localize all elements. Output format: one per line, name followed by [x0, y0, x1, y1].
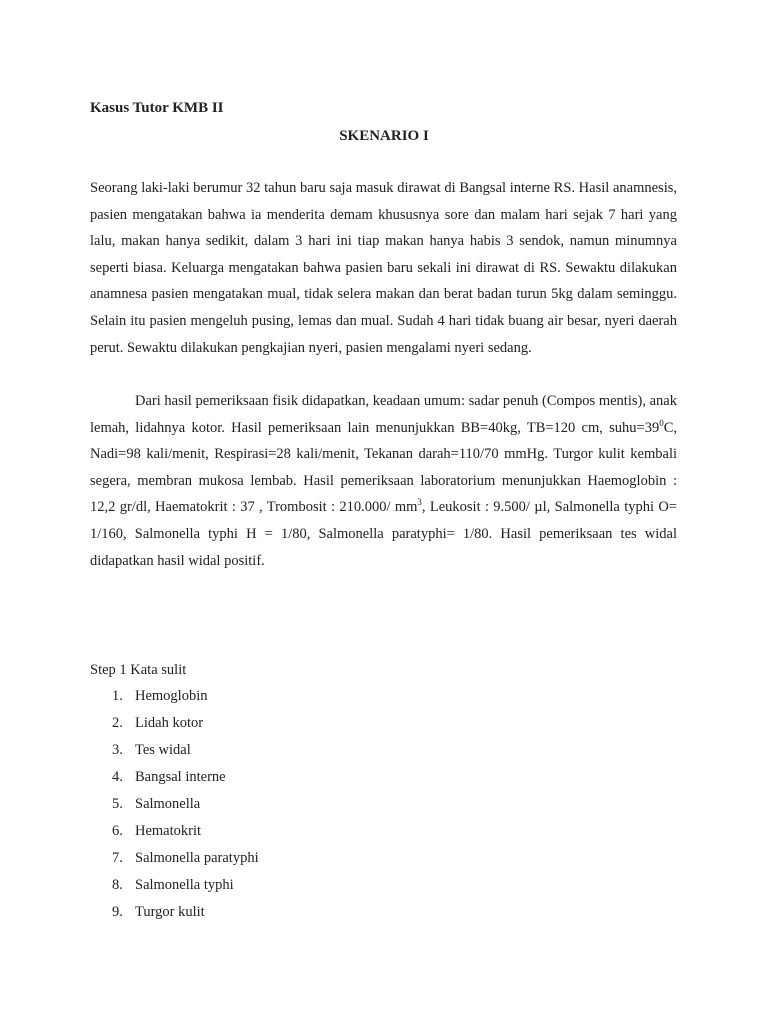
document-title: Kasus Tutor KMB II: [90, 100, 224, 116]
list-item-label: Salmonella typhi: [135, 877, 234, 893]
list-item: [90, 684, 490, 711]
list-item: [90, 873, 490, 900]
list-item-number: 3.: [112, 742, 123, 758]
list-item-label: Lidah kotor: [135, 715, 204, 731]
difficult-terms-list: [90, 684, 490, 927]
paragraph-2-text-part-2: C, Nadi=98 kali/menit, Respirasi=28 kali/menit, Tekanan darah=110/70 mmHg. Turgor kulit kembali segera, membran mukosa lembab. Hasil pemeriksaan laboratorium menunjukkan Haemoglobin : 12,2 gr/dl, Haematokrit : 37 , Trombosit : 210.000/ mm: [90, 419, 677, 516]
step-heading: Step 1 Kata sulit: [90, 662, 187, 678]
list-item-number: 8.: [112, 877, 123, 893]
scenario-heading: [0, 126, 768, 146]
list-item-number: 7.: [112, 850, 123, 866]
list-item-number: 2.: [112, 715, 123, 731]
list-item: [90, 738, 490, 765]
scenario-paragraph-1: Seorang laki-laki berumur 32 tahun baru saja masuk dirawat di Bangsal interne RS. Hasil anamnesis, pasien mengatakan bahwa ia menderita demam khususnya sore dan malam hari sejak 7 hari yang lalu, makan hanya sedikit, dalam 3 hari ini tiap makan hanya habis 3 sendok, namun minumnya seperti biasa. Keluarga mengatakan bahwa pasien baru sekali ini dirawat di RS. Sewaktu dilakukan anamnesa pasien mengatakan mual, tidak selera makan dan berat badan turun 5kg dalam seminggu. Selain itu pasien mengeluh pusing, lemas dan mual. Sudah 4 hari tidak buang air besar, nyeri daerah perut. Sewaktu dilakukan pengkajian nyeri, pasien mengalami nyeri sedang.: [90, 180, 677, 356]
cubic-superscript: 3: [417, 497, 422, 508]
list-item-label: Salmonella: [135, 796, 201, 812]
paragraph-2-text-part-3: , Leukosit : 9.500/ µl, Salmonella typhi O= 1/160, Salmonella typhi H = 1/80, Salmonella paratyphi= 1/80. Hasil pemeriksaan tes widal didapatkan hasil widal positif.: [90, 499, 677, 569]
paragraph-2-text-part-1: Dari hasil pemeriksaan fisik didapatkan, keadaan umum: sadar penuh (Compos mentis), anak lemah, lidahnya kotor. Hasil pemeriksaan lain menunjukkan BB=40kg, TB=120 cm, suhu=39: [90, 393, 677, 436]
list-item: [90, 819, 490, 846]
list-item-label: Hemoglobin: [135, 688, 208, 704]
list-item-label: Hematokrit: [135, 823, 202, 839]
list-item-number: 1.: [112, 688, 123, 704]
list-item: [90, 792, 490, 819]
degree-superscript: 0: [659, 417, 664, 428]
list-item-label: Salmonella paratyphi: [135, 850, 259, 866]
list-item-number: 6.: [112, 823, 123, 839]
list-item: [90, 765, 490, 792]
list-item: [90, 900, 490, 927]
list-item-number: 5.: [112, 796, 123, 812]
list-item-label: Turgor kulit: [135, 904, 205, 920]
list-item: [90, 846, 490, 873]
list-item-label: Bangsal interne: [135, 769, 226, 785]
list-item-number: 4.: [112, 769, 123, 785]
scenario-heading-text: SKENARIO I: [339, 128, 429, 144]
list-item-label: Tes widal: [135, 742, 191, 758]
list-item-number: 9.: [112, 904, 123, 920]
scenario-paragraph-2: [90, 388, 677, 574]
list-item: [90, 711, 490, 738]
